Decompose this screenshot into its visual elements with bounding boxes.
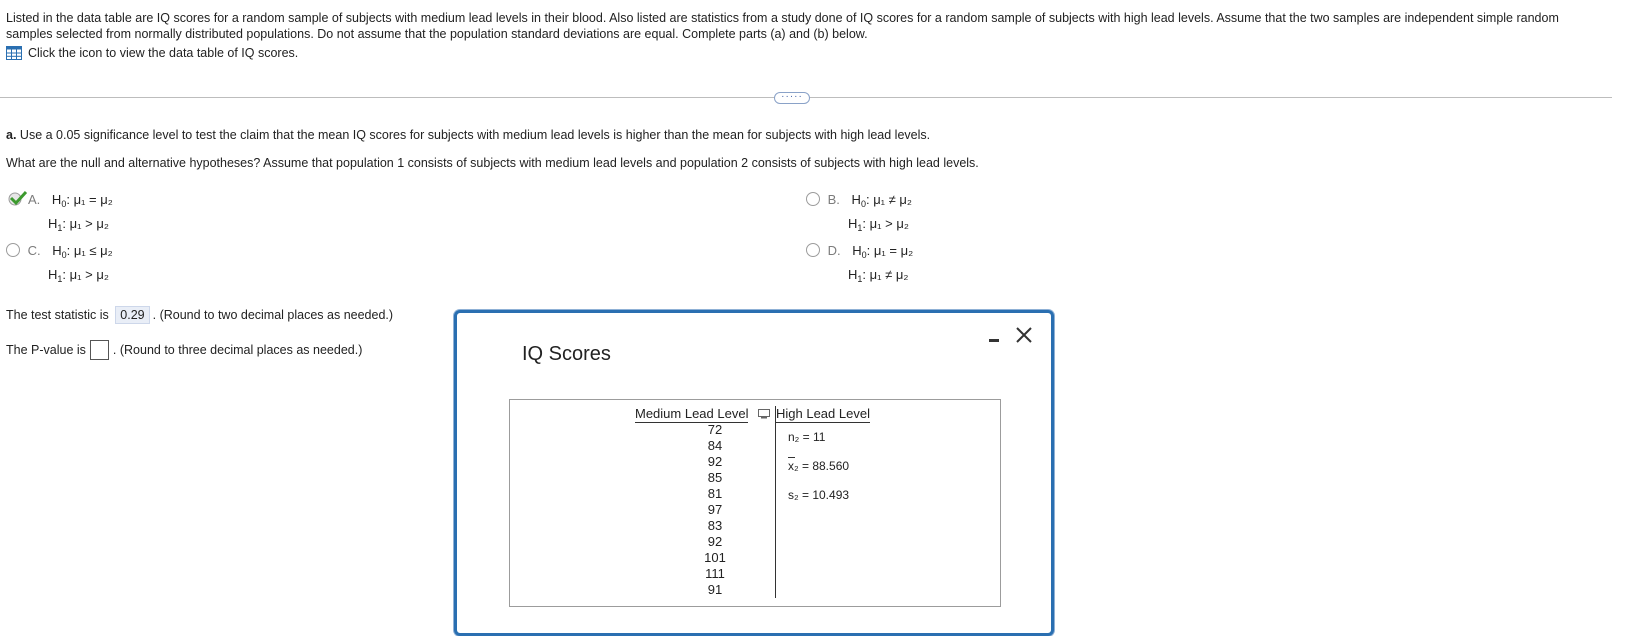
x2-stat: x₂ = 88.560 (788, 459, 850, 473)
iq-scores-dialog (454, 310, 1054, 636)
choice-c-h1: μ₁ > μ₂ (69, 267, 109, 282)
h1-label: $H_1$: (848, 216, 870, 233)
table-cell: 101 (704, 550, 726, 565)
choice-c-radio[interactable] (6, 243, 20, 257)
choice-b[interactable] (806, 190, 912, 238)
choice-a-h1: μ₁ > μ₂ (69, 216, 109, 231)
high-lead-stats (788, 430, 849, 517)
table-cell: 81 (707, 486, 723, 501)
n2-stat: n₂ = 11 (788, 430, 826, 444)
h1-label: $H_1$: (48, 216, 70, 233)
col-high-lead: High Lead Level (776, 406, 870, 421)
choice-b-letter: B. (827, 192, 840, 207)
p-value-prefix: The P-value is (6, 343, 86, 357)
problem-intro: Listed in the data table are IQ scores for a random sample of subjects with medium lead levels in their blood. Also listed are statistics from a study done of IQ scores for a random sample of subjects with high lead levels. Assume that the two samples are independent simple random samples selected from normally distributed populations. Do not assume that the population standard deviations are equal. Complete parts (a) and (b) below. (6, 11, 1559, 41)
table-cell: 111 (705, 566, 725, 581)
choice-a[interactable] (28, 190, 113, 238)
h0-label: $H_0$: (51, 192, 74, 209)
choice-d-radio[interactable] (806, 243, 820, 257)
choice-d-h1: μ₁ ≠ μ₂ (869, 267, 909, 282)
table-cell: 91 (707, 582, 723, 597)
p-value-line (6, 340, 362, 360)
data-table-link-text[interactable]: Click the icon to view the data table of IQ scores. (28, 46, 299, 60)
column-divider (775, 406, 776, 598)
h1-label: $H_1$: (48, 267, 70, 284)
minimize-icon[interactable] (989, 339, 999, 342)
choice-b-radio[interactable] (806, 192, 820, 206)
part-a-label: a. (6, 128, 17, 142)
choice-b-h0: μ₁ ≠ μ₂ (873, 192, 912, 207)
part-a-text: Use a 0.05 significance level to test the claim that the mean IQ scores for subjects with medium lead levels is higher than the mean for subjects with high lead levels. (19, 128, 931, 142)
hypotheses-prompt: What are the null and alternative hypotheses? Assume that population 1 consists of subjects with medium lead levels and population 2 consists of subjects with high lead levels. (6, 156, 979, 170)
choice-c-letter: C. (27, 243, 41, 258)
h0-label: $H_0$: (851, 192, 874, 209)
p-value-input[interactable] (90, 340, 109, 360)
table-cell: 92 (707, 534, 723, 549)
choice-b-h1: μ₁ > μ₂ (869, 216, 909, 231)
table-cell: 72 (707, 422, 723, 437)
choice-c[interactable] (6, 241, 113, 289)
choice-a-letter: A. (28, 192, 41, 207)
test-stat-prefix: The test statistic is (6, 308, 109, 322)
s2-stat: s₂ = 10.493 (788, 488, 850, 502)
choice-d-h0: μ₁ = μ₂ (873, 243, 914, 258)
choice-a-h0: μ₁ = μ₂ (73, 192, 113, 207)
table-cell: 85 (707, 470, 723, 485)
choice-d[interactable] (806, 241, 913, 289)
choice-d-letter: D. (827, 243, 841, 258)
table-grid-icon[interactable] (6, 46, 22, 60)
h0-label: $H_0$: (852, 243, 874, 260)
test-statistic-line (6, 306, 393, 324)
p-value-suffix: . (Round to three decimal places as needed.) (112, 343, 363, 357)
copy-icon[interactable] (758, 409, 770, 419)
h0-label: $H_0$: (52, 243, 74, 260)
table-cell: 83 (707, 518, 723, 533)
dialog-title: IQ Scores (522, 343, 611, 365)
part-a-question (6, 128, 930, 142)
test-stat-value[interactable]: 0.29 (115, 306, 149, 324)
col-medium-lead: Medium Lead Level (635, 406, 749, 421)
data-table (509, 399, 1001, 607)
table-cell: 84 (707, 438, 723, 453)
choice-c-h0: μ₁ ≤ μ₂ (73, 243, 113, 258)
close-icon[interactable] (1014, 325, 1034, 345)
data-table-link[interactable] (6, 46, 298, 60)
medium-values-column (700, 422, 730, 598)
correct-check-icon (8, 190, 28, 206)
table-cell: 97 (707, 502, 723, 517)
table-cell: 92 (707, 454, 723, 469)
h1-label: $H_1$: (848, 267, 870, 284)
test-stat-suffix: . (Round to two decimal places as needed.) (152, 308, 394, 322)
expand-ellipsis-button[interactable]: ····· (774, 92, 810, 104)
